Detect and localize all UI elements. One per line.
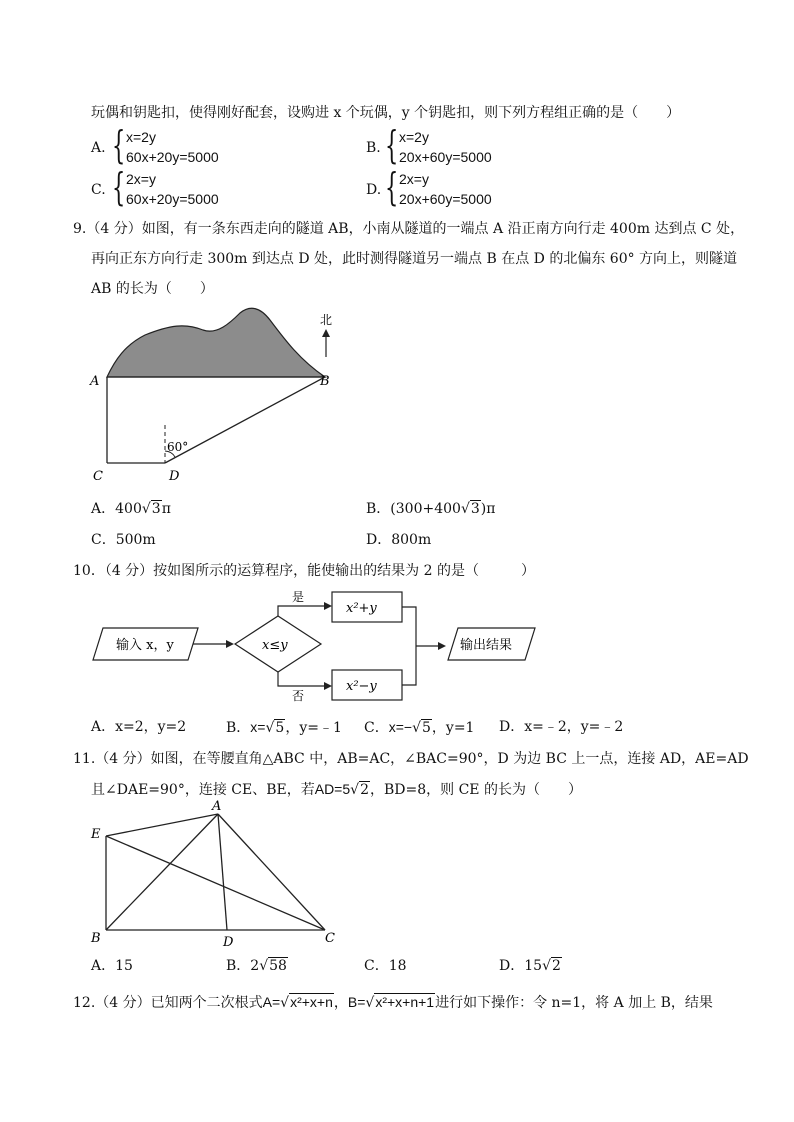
q8-option-b-label: B. (366, 140, 381, 156)
q8-option-a-label: A. (91, 140, 106, 156)
point-a-label: A (90, 374, 100, 389)
condition-text: x≤y (262, 638, 288, 653)
q12-post: 进行如下操作：令 n=1，将 A 加上 B，结果 (435, 995, 713, 1011)
q8-option-d-label: D. (366, 182, 382, 198)
q11-d-radicand: 2 (551, 958, 561, 974)
north-arrow-icon (322, 329, 330, 337)
mountain-shape (107, 308, 325, 377)
yes-branch-line (278, 606, 324, 616)
point-c-label: C (93, 469, 103, 484)
point-d-label: D (169, 469, 180, 484)
q10-option-c (364, 718, 474, 737)
segment-ac (218, 814, 325, 930)
q9-line-3: AB 的长为（ ） (91, 281, 214, 297)
input-text: 输入 x，y (116, 638, 174, 653)
radical-sign: √ (542, 958, 551, 974)
q11-triangle-figure (85, 800, 345, 950)
brace-symbol: { (385, 165, 399, 209)
angle-label: 60° (167, 440, 189, 454)
radical-sign: √ (259, 958, 269, 974)
q12-b-pre: B= (347, 994, 366, 1010)
q9-b-radicand: 3 (470, 501, 480, 517)
q8-c-eq2: 60x+20y=5000 (126, 191, 219, 207)
q9-a-coef: 400 (115, 501, 142, 517)
q8-stem-tail: 玩偶和钥匙扣，使得刚好配套，设购进 x 个玩偶，y 个钥匙扣，则下列方程组正确的是（ ） (91, 105, 681, 121)
radical-sign: √ (280, 995, 290, 1011)
q9-line-1: 9.（4 分）如图，有一条东西走向的隧道 AB，小南从隧道的一端点 A 沿正南方向行走 400m 达到点 C 处， (73, 221, 745, 237)
point-b-label: B (91, 931, 101, 946)
point-c-label: C (325, 931, 335, 946)
segment-ec (106, 836, 325, 930)
q11-b-radicand: 58 (269, 958, 287, 974)
q12-sep: ， (333, 995, 348, 1011)
q11-option-c: C．18 (364, 958, 407, 974)
q10-b-label: B． (226, 720, 251, 736)
q11-ad-radicand: 2 (360, 782, 369, 798)
radical-sign: √ (460, 501, 470, 517)
q10-c-label: C． (364, 720, 389, 736)
q11-b-label: B． (226, 958, 251, 974)
q11-option-d (499, 957, 562, 975)
point-a-label: A (212, 799, 222, 814)
point-d-label: D (223, 935, 234, 950)
q8-a-eq2: 60x+20y=5000 (126, 149, 219, 165)
q10-b-radicand: 5 (275, 720, 285, 736)
q10-c-post: ，y=1 (431, 720, 475, 736)
no-branch-line (278, 672, 324, 686)
q9-line-2: 再向正东方向行走 300m 到达点 D 处，此时测得隧道另一端点 B 在点 D 的北偏东 60° 方向上，则隧道 (91, 251, 738, 267)
q11-d-coef: 15 (524, 958, 543, 974)
q11-option-b (226, 957, 288, 975)
q8-b-eq1: x=2y (399, 129, 429, 145)
q11-option-a: A．15 (91, 958, 133, 974)
q8-d-eq1: 2x=y (399, 171, 429, 187)
q9-option-d: D．800m (366, 532, 432, 548)
q9-b-pre: (300+400 (390, 501, 461, 517)
q11-d-label: D． (499, 958, 525, 974)
q8-b-eq2: 20x+60y=5000 (399, 149, 492, 165)
q12-a-radicand: x²+x+n (290, 994, 333, 1010)
radical-sign: √ (141, 501, 151, 517)
no-label: 否 (292, 689, 305, 703)
q11-line-1: 11.（4 分）如图，在等腰直角△ABC 中，AB=AC，∠BAC=90°，D 为边 BC 上一点，连接 AD，AE=AD (73, 751, 749, 767)
q8-c-eq1: 2x=y (126, 171, 156, 187)
point-b-label: B (320, 374, 330, 389)
q12-a-pre: A= (262, 994, 281, 1010)
q8-d-eq2: 20x+60y=5000 (399, 191, 492, 207)
q11-line-2-post: ，BD=8，则 CE 的长为（ ） (370, 782, 582, 798)
brace-symbol: { (112, 165, 126, 209)
radical-sign: √ (265, 720, 275, 736)
yes-label: 是 (292, 590, 305, 604)
q9-b-post: )π (480, 501, 496, 517)
brace-symbol: { (385, 123, 399, 167)
q9-a-pi: π (161, 501, 171, 517)
q10-c-radicand: 5 (422, 720, 431, 736)
q12-line-1 (73, 993, 713, 1012)
q8-a-eq1: x=2y (126, 129, 156, 145)
q10-option-a: A．x=2，y=2 (91, 719, 187, 735)
radical-sign: √ (350, 782, 360, 798)
q11-ad-value-pre: AD=5 (314, 781, 351, 797)
q9-option-a (91, 500, 171, 518)
segment-ad (218, 814, 227, 930)
brace-symbol: { (112, 123, 126, 167)
q12-pre: 12.（4 分）已知两个二次根式 (73, 995, 263, 1011)
segment-db (165, 377, 325, 463)
q9-b-label: B． (366, 501, 391, 517)
q8-option-c-label: C. (91, 182, 106, 198)
q10-c-pre: x=− (388, 719, 413, 735)
q11-line-2-pre: 且∠DAE=90°，连接 CE、BE，若 (91, 782, 315, 798)
q10-option-b (226, 718, 342, 737)
radical-sign: √ (412, 720, 421, 736)
q9-a-label: A． (91, 501, 116, 517)
q10-flowchart (88, 588, 548, 706)
segment-ea (106, 814, 218, 836)
q10-option-d: D．x=﹣2，y=﹣2 (499, 719, 624, 735)
radical-sign: √ (365, 995, 375, 1011)
q9-a-radicand: 3 (151, 501, 161, 517)
segment-ab (106, 814, 218, 930)
top-process-text: x²+y (346, 601, 377, 616)
merge-line (402, 607, 416, 685)
point-e-label: E (91, 827, 101, 842)
q11-line-2 (91, 780, 582, 799)
north-label: 北 (320, 313, 333, 327)
q9-option-b (366, 500, 495, 518)
q9-option-c: C．500m (91, 532, 156, 548)
q10-b-pre: x= (250, 719, 266, 735)
output-text: 输出结果 (460, 638, 513, 653)
q10-line-1: 10．（4 分）按如图所示的运算程序，能使输出的结果为 2 的是（ ） (73, 563, 535, 579)
bottom-process-text: x²−y (346, 679, 377, 694)
q12-b-radicand: x²+x+n+1 (375, 994, 435, 1010)
q11-b-coef: 2 (250, 958, 260, 974)
q9-tunnel-figure (85, 305, 355, 484)
q10-b-post: ，y=﹣1 (285, 720, 342, 736)
